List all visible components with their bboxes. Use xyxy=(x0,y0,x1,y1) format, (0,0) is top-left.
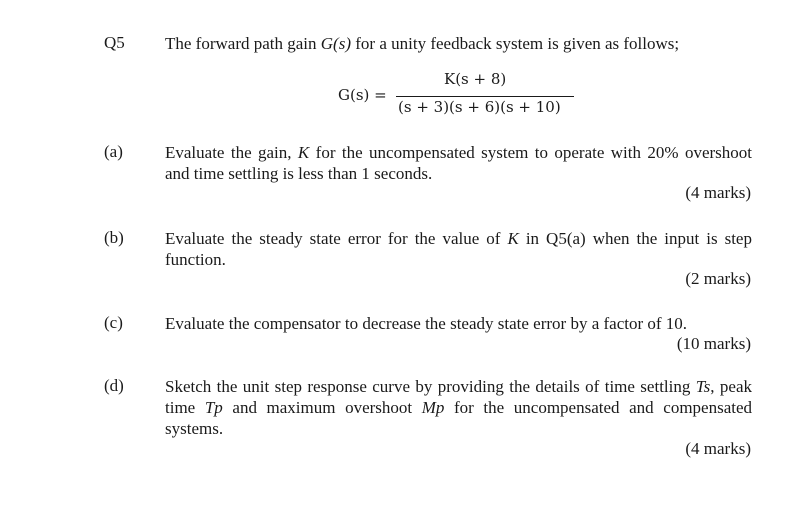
question-number: Q5 xyxy=(104,33,125,52)
intro-text-2: for a unity feedback system is given as follows; xyxy=(351,34,680,53)
intro-text-1: The forward path gain xyxy=(165,34,321,53)
equation-lhs: G(s) = xyxy=(338,86,387,104)
part-b-text xyxy=(165,228,752,270)
part-d-text-3: and maximum overshoot xyxy=(222,398,422,417)
part-c-marks: (10 marks) xyxy=(676,334,751,353)
part-d-marks: (4 marks) xyxy=(685,439,751,458)
part-d-text xyxy=(165,376,752,439)
part-d-variable-mp: Mp xyxy=(421,398,445,417)
transfer-function-equation xyxy=(338,70,598,120)
part-d-text-2: , peak time xyxy=(165,377,752,417)
part-a-text-1: Evaluate the gain, xyxy=(165,143,298,162)
fraction-bar xyxy=(396,96,574,97)
part-b-label: (b) xyxy=(104,228,124,247)
question-intro xyxy=(165,33,752,54)
part-d-variable-ts: Ts xyxy=(695,377,711,396)
part-d-label: (d) xyxy=(104,376,124,395)
part-b-variable-k: K xyxy=(507,229,519,248)
part-d-text-1: Sketch the unit step response curve by providing the details of time settling xyxy=(165,377,696,396)
part-d-text-4: for the uncompensated and compensated systems. xyxy=(165,398,753,438)
equation-numerator: K(s + 8) xyxy=(444,70,507,88)
part-a-label: (a) xyxy=(104,142,123,161)
part-a-text xyxy=(165,142,752,184)
part-a-text-2: for the uncompensated system to operate with 20% overshoot and time settling is less than 1 seconds. xyxy=(165,143,752,183)
part-b-text-1: Evaluate the steady state error for the value of xyxy=(165,229,508,248)
part-a-variable-k: K xyxy=(297,143,310,162)
part-d-variable-tp: Tp xyxy=(204,398,223,417)
equation-denominator: (s + 3)(s + 6)(s + 10) xyxy=(398,98,561,116)
part-c-label: (c) xyxy=(104,313,123,332)
part-a-marks: (4 marks) xyxy=(685,183,751,202)
part-c-text: Evaluate the compensator to decrease the steady state error by a factor of 10. xyxy=(165,314,688,333)
part-b-marks: (2 marks) xyxy=(685,269,751,288)
part-b-text-2: in Q5(a) when the input is step function. xyxy=(165,229,752,269)
intro-variable: G(s) xyxy=(320,34,351,53)
